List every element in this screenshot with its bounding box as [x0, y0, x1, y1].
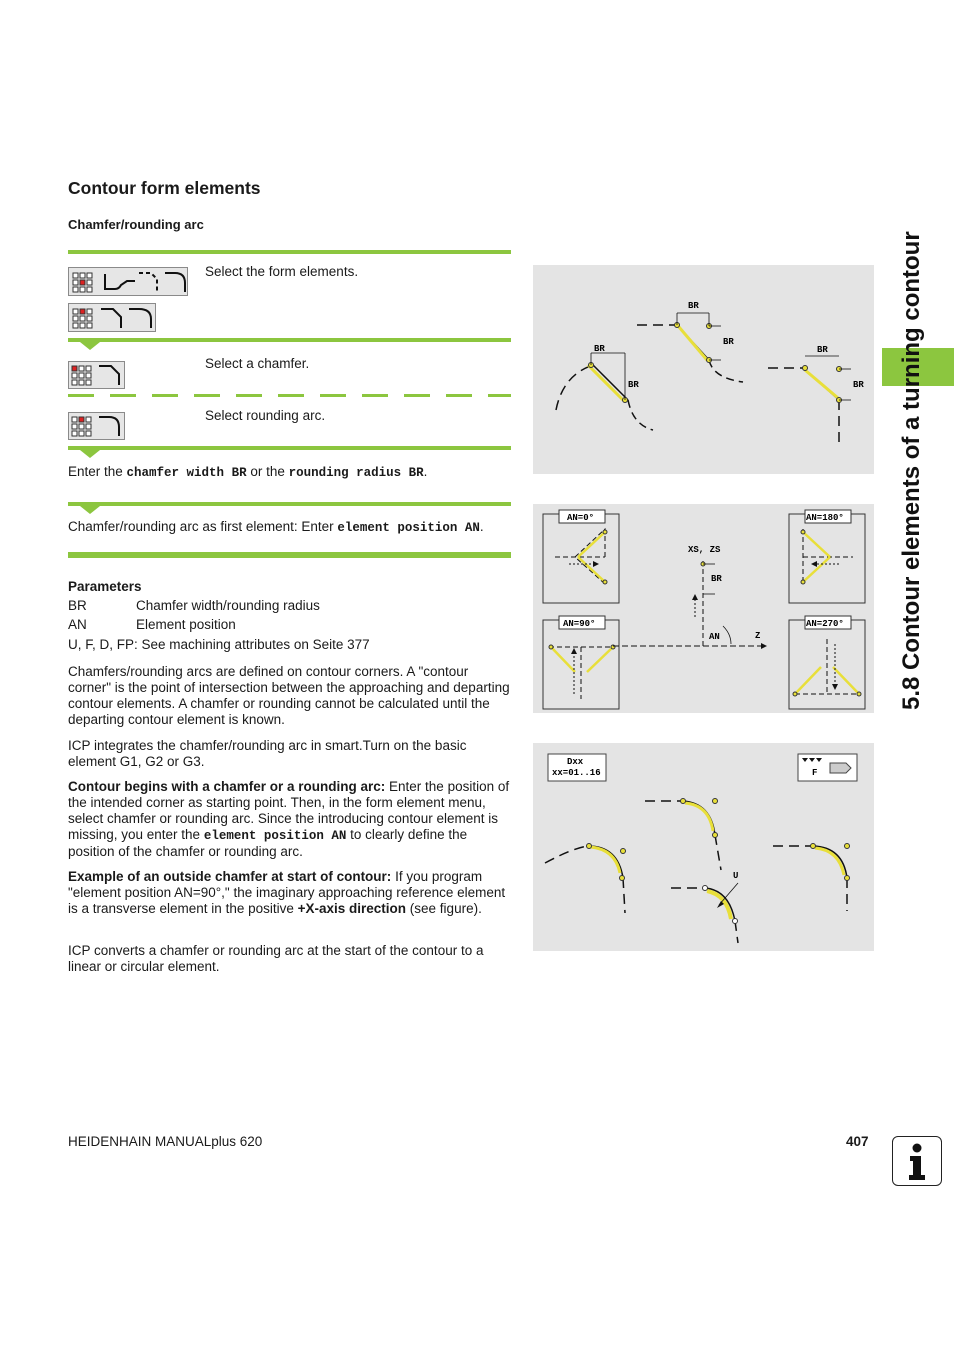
section-tab-title: 5.8 Contour elements of a turning contour — [898, 231, 925, 710]
fig2-br: BR — [711, 574, 722, 584]
enter-br-text-2: or the — [246, 464, 289, 479]
element-position-code: element position AN — [337, 521, 480, 535]
step-first-element — [68, 519, 484, 536]
fig3-dxx: Dxx — [567, 757, 584, 767]
paragraph-contour-begins — [68, 779, 513, 860]
step-divider-4 — [68, 502, 511, 506]
fig2-xs-zs: XS, ZS — [688, 545, 721, 555]
first-element-text: Chamfer/rounding arc as first element: Enter — [68, 519, 338, 534]
fig3-dxx-range: xx=01..16 — [552, 768, 601, 778]
fig3-f: F — [812, 768, 818, 778]
rounding-arc-icon — [69, 413, 124, 439]
outside-chamfer-heading: Example of an outside chamfer at start of contour: — [68, 869, 392, 884]
figure-rounding-attributes-drawing — [533, 743, 874, 951]
param-row-br — [68, 598, 320, 613]
step-arrow-3 — [80, 506, 100, 514]
param-row-an — [68, 617, 236, 632]
paragraph-outside-chamfer — [68, 869, 513, 917]
step-select-form-elements: Select the form elements. — [205, 264, 359, 279]
param-extra: U, F, D, FP: See machining attributes on Seite 377 — [68, 637, 370, 652]
enter-br-text-1: Enter the — [68, 464, 127, 479]
chamfer-width-code: chamfer width BR — [126, 466, 247, 480]
parameters-title: Parameters — [68, 579, 142, 594]
step-divider-top — [68, 250, 511, 254]
form-elements-softkey-row1[interactable] — [68, 267, 188, 296]
fig1-label-br-6: BR — [853, 380, 864, 390]
fig1-label-br-3: BR — [688, 301, 699, 311]
fig3-u: U — [733, 871, 739, 881]
contour-begins-text-b: to clearly define the position of the chamfer or rounding arc. — [68, 827, 468, 859]
fig2-an270: AN=270° — [806, 619, 844, 629]
info-icon — [892, 1136, 942, 1186]
paragraph-icp-integrates: ICP integrates the chamfer/rounding arc in smart.Turn on the basic element G1, G2 or G3. — [68, 738, 467, 769]
grid-chamfer-round-icon-2 — [69, 304, 155, 331]
paragraph-contour-corner: Chamfers/rounding arcs are defined on contour corners. A "contour corner" is the point of intersection between the approaching and departing contour elements. A chamfer or rounding cannot be calculated until the departing contour element is known. — [68, 664, 510, 727]
step-dashed-divider — [68, 394, 511, 397]
step-select-rounding: Select rounding arc. — [205, 408, 326, 423]
param-key-an: AN — [68, 617, 87, 632]
page-heading: Contour form elements — [68, 178, 261, 198]
form-elements-softkey-row2[interactable] — [68, 303, 156, 332]
fig2-an: AN — [709, 632, 720, 642]
fig1-label-br-2: BR — [628, 380, 639, 390]
figure-rounding-attributes — [533, 743, 874, 951]
enter-br-text-3: . — [423, 464, 428, 479]
step-enter-br — [68, 464, 427, 481]
footer-product: HEIDENHAIN MANUALplus 620 — [68, 1134, 263, 1149]
figure-element-position — [533, 504, 874, 713]
x-axis-direction: +X-axis direction — [297, 901, 407, 916]
step-divider-bottom — [68, 552, 511, 558]
rounding-radius-code: rounding radius BR — [288, 466, 424, 480]
page-number: 407 — [846, 1134, 869, 1149]
contour-begins-heading: Contour begins with a chamfer or a rounding arc: — [68, 779, 386, 794]
rounding-arc-softkey[interactable] — [68, 412, 125, 440]
step-divider-3 — [68, 446, 511, 450]
chamfer-icon — [69, 362, 124, 388]
fig1-label-br-1: BR — [594, 344, 605, 354]
param-key-br: BR — [68, 598, 87, 613]
fig2-an0: AN=0° — [567, 513, 595, 523]
figure-element-position-drawing — [533, 504, 874, 713]
figure-chamfer-rounding — [533, 265, 874, 474]
outside-chamfer-text-a: If you program "element position AN=90°," the imaginary approaching reference element is a transverse element in the positive — [68, 869, 506, 916]
subheading: Chamfer/rounding arc — [68, 217, 204, 232]
step-divider-2 — [68, 338, 511, 342]
step-select-chamfer: Select a chamfer. — [205, 356, 310, 371]
fig2-z: Z — [755, 631, 761, 641]
paragraph-icp-converts: ICP converts a chamfer or rounding arc at the start of the contour to a linear or circular element. — [68, 943, 484, 974]
fig2-an180: AN=180° — [806, 513, 844, 523]
first-element-end: . — [479, 519, 484, 534]
param-desc-an: Element position — [136, 617, 236, 632]
contour-begins-code: element position AN — [203, 829, 347, 843]
fig2-an90: AN=90° — [563, 619, 596, 629]
fig1-label-br-5: BR — [817, 345, 828, 355]
contour-begins-text-a: Enter the position of the intended corner as starting point. Then, in the form element menu, select chamfer or rounding arc. Since the introducing contour element is missing, you enter the — [68, 779, 510, 842]
step-arrow-2 — [80, 450, 100, 458]
param-desc-br: Chamfer width/rounding radius — [136, 598, 320, 613]
fig1-label-br-4: BR — [723, 337, 734, 347]
chamfer-softkey[interactable] — [68, 361, 125, 389]
step-arrow-1 — [80, 342, 100, 350]
grid-chamfer-round-icon — [69, 268, 187, 295]
outside-chamfer-text-b: (see figure). — [406, 901, 482, 916]
figure-chamfer-rounding-drawing — [533, 265, 874, 474]
